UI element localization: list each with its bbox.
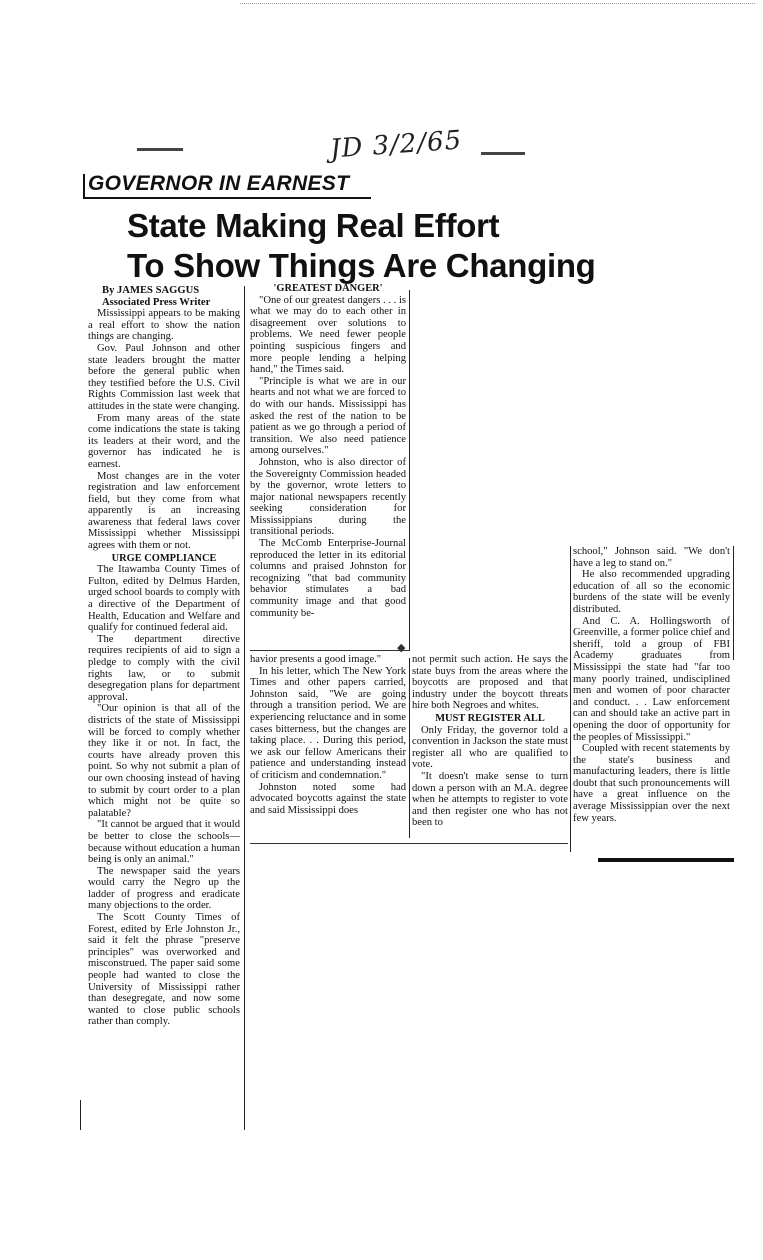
paragraph: school," Johnson said. "We don't have a leg to stand on." (573, 546, 730, 569)
paragraph: "It cannot be argued that it would be better to close the schools—because without education a human being is only an animal." (88, 819, 240, 866)
column-rule-2 (409, 290, 410, 650)
paragraph: Mississippi appears to be making a real effort to show the nation things are changing. (88, 308, 240, 343)
subhead-urge-compliance: URGE COMPLIANCE (111, 552, 217, 564)
paragraph: Most changes are in the voter registration and law enforcement field, but they come from what apparently is an increasing awareness that federal laws cover Mississippi whether Mississippi agrees with them or not. (88, 470, 240, 552)
jump-rule (250, 650, 410, 651)
paragraph: "It doesn't make sense to turn down a person with an M.A. degree when he attempts to register to vote and then register one who has not been to (412, 770, 568, 829)
column-2 (250, 282, 406, 619)
paragraph: "Principle is what we are in our hearts and not what we are forced to do with our hands. Mississippi has asked the rest of the nation to be patient as we go through a period of transition. We also need patience among ourselves." (250, 375, 406, 457)
column-4 (412, 654, 568, 829)
kicker-underline (83, 197, 371, 199)
paragraph: The Itawamba County Times of Fulton, edited by Delmus Harden, urged school boards to comply with a directive of the Department of Health, Education and Welfare and qualify for continued federal aid. (88, 564, 240, 634)
column-rule-1 (244, 286, 245, 1130)
kicker-left-bar (83, 174, 85, 198)
paragraph: The McComb Enterprise-Journal reproduced the letter in its editorial columns and praised Johnston for recognizing "that bad community behavior stimulates a bad community image and that good community be- (250, 538, 406, 619)
column-5 (573, 546, 730, 824)
column-3 (250, 654, 406, 816)
paragraph: havior presents a good image." (250, 654, 382, 665)
paragraph: Johnston, who is also director of the Sovereignty Commission headed by the governor, wrote letters to major national newspapers recently seeking consideration for Mississippians during the transitional periods. (250, 456, 406, 538)
scan-top-edge (240, 3, 755, 4)
paragraph: The newspaper said the years would carry the Negro up the ladder of progress and eradicate many objections to the order. (88, 865, 240, 912)
headline (127, 206, 596, 286)
handwritten-date-note: JD 3/2/65 (329, 125, 464, 165)
byline-author: By JAMES SAGGUS (102, 285, 200, 296)
paragraph: In his letter, which The New York Times and other papers carried, Johnston said, "We are going through a transition period. We are experiencing reluctance and in some cases bitterness, but the changes are taking place. . . During this period, we ask our fellow Americans their patience and understanding instead of criticism and condemnation." (250, 665, 406, 781)
byline-agency: Associated Press Writer (102, 296, 211, 308)
kicker: GOVERNOR IN EARNEST (88, 172, 350, 195)
paragraph: Johnston noted some had advocated boycotts against the state and said Mississippi does (250, 781, 406, 816)
subhead-must-register-all: MUST REGISTER ALL (435, 712, 545, 724)
headline-line-1: State Making Real Effort (127, 207, 500, 244)
paragraph: The Scott County Times of Forest, edited by Erle Johnston Jr., said it felt the phrase "preserve principles" was overworked and misconstrued. The paper said some people had wanted to close the University of Mississippi rather than desegregate, and now some wanted to close public schools rather than comply. (88, 912, 240, 1028)
left-dash-mark (137, 148, 183, 151)
paragraph: Coupled with recent statements by the state's business and manufacturing leaders, there is little doubt that such pronouncements will have a great influence on the average Mississippian over the next few years. (573, 743, 730, 824)
paragraph: not permit such action. He says the state buys from the areas where the boycotts are proposed and that industry under the boycott threats hire both Negroes and whites. (412, 654, 568, 712)
paragraph: The department directive requires recipients of aid to sign a pledge to comply with the civil rights law, or to submit desegregation plans for department approval. (88, 633, 240, 703)
right-dash-mark (481, 152, 525, 155)
paragraph: "Our opinion is that all of the districts of the state of Mississippi will be forced to comply whether they like it or not. In fact, the courts have already proven this point. So why not submit a plan of our own choosing instead of having to submit by court order to a plan which might not be quite so palatable? (88, 703, 240, 819)
bottom-rule (250, 843, 568, 844)
column-1 (88, 285, 240, 1028)
paragraph: He also recommended upgrading education of all so the economic burdens of the state will be evenly distributed. (573, 569, 730, 615)
subhead-greatest-danger: 'GREATEST DANGER' (273, 283, 383, 294)
jump-mark: ◆ (397, 642, 406, 654)
left-edge-rule (80, 1100, 81, 1130)
column-rule-3 (409, 658, 410, 838)
paragraph: Only Friday, the governor told a convention in Jackson the state must register all who are qualified to vote. (412, 724, 568, 771)
paragraph: From many areas of the state come indications the state is taking its leaders at their word, and the governor has indicated he is earnest. (88, 412, 240, 470)
paragraph: Gov. Paul Johnson and other state leaders brought the matter before the general public when they testified before the U.S. Civil Rights Commission last week that attitudes in the state were changing. (88, 342, 240, 412)
end-bar (598, 858, 734, 862)
right-edge-rule (733, 546, 734, 660)
paragraph: And C. A. Hollingsworth of Greenville, a former police chief and sheriff, told a group of FBI Academy graduates from Mississippi the state had "far too many poorly trained, undisciplined men and women of poor character and conduct. . . Law enforcement can and should take an active part in opening the door of opportunity for the peoples of Mississippi." (573, 615, 730, 743)
headline-line-2: To Show Things Are Changing (127, 247, 596, 284)
column-rule-4 (570, 546, 571, 852)
paragraph: "One of our greatest dangers . . . is what we may do to each other in disagreement over solutions to problems. We need fewer people pointing suspicious fingers and more people lending a helping hand," the Times said. (250, 294, 407, 376)
